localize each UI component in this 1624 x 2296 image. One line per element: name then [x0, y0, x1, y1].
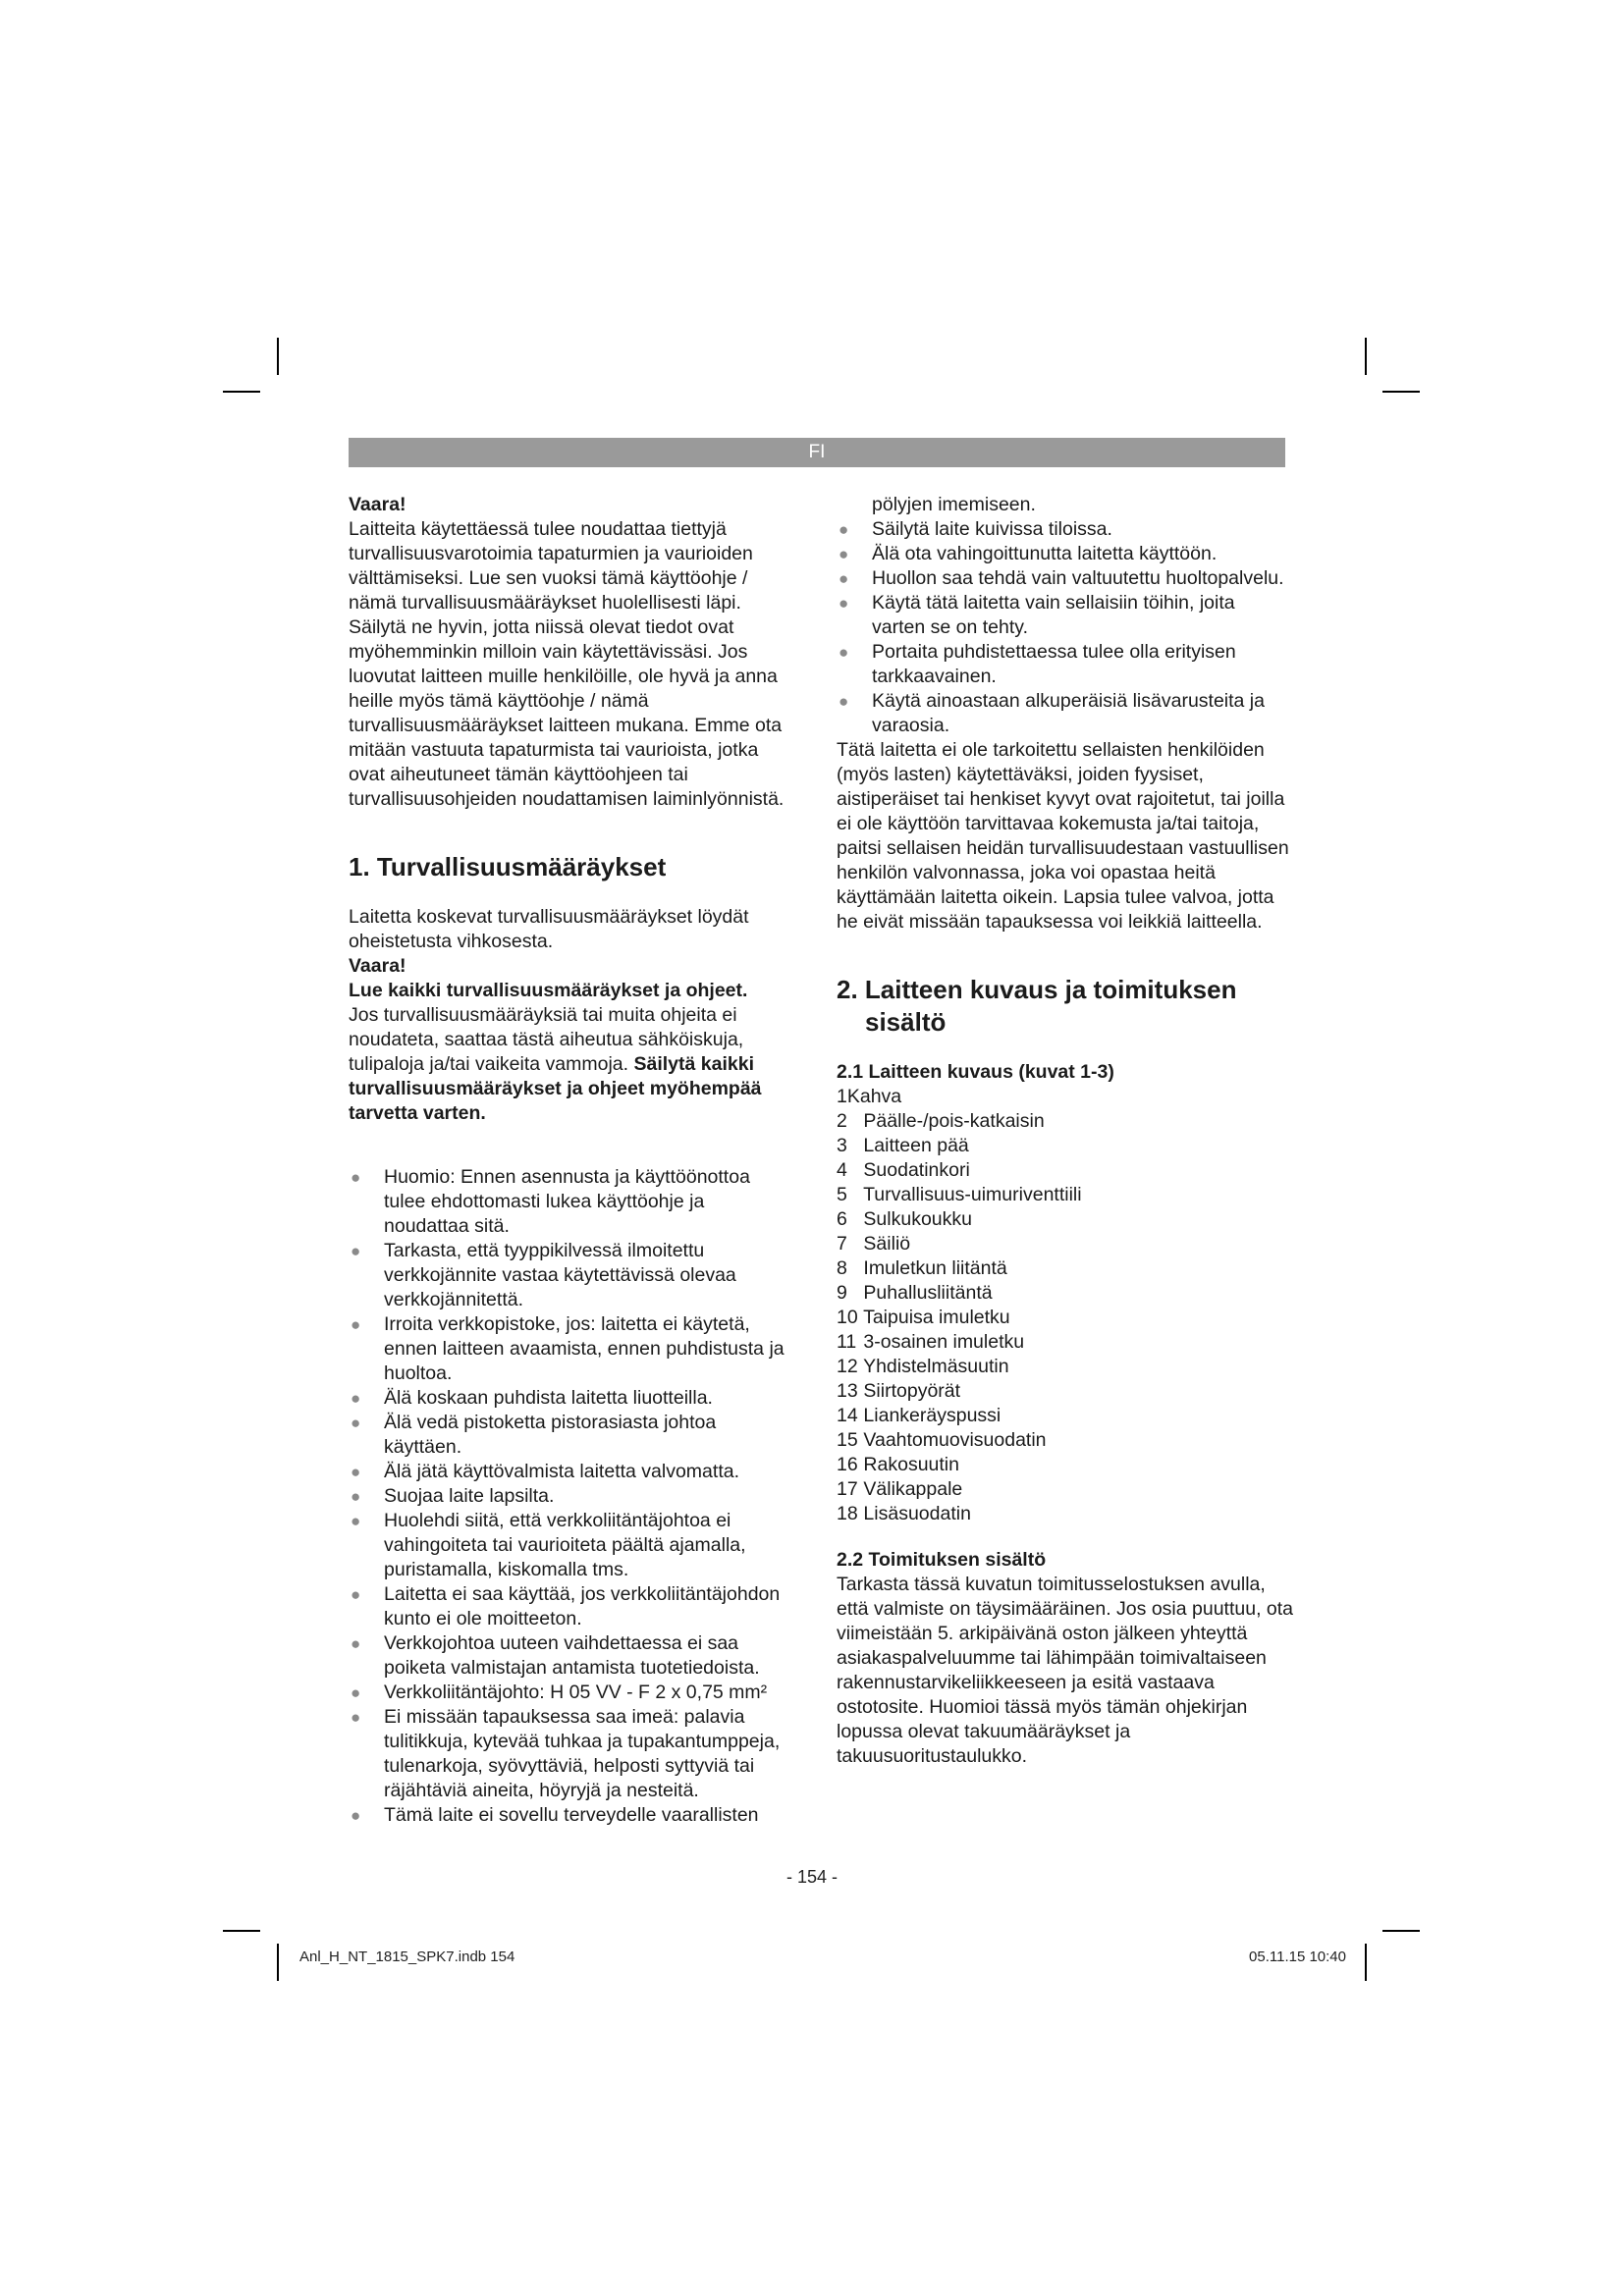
- bullet-icon: ●: [839, 569, 849, 588]
- bullet-icon: ●: [351, 1168, 361, 1187]
- bullet-icon: ●: [351, 1708, 361, 1727]
- list-item: ● Suojaa laite lapsilta.: [351, 1485, 555, 1507]
- list-item: 3 Laitteen pää: [837, 1135, 969, 1156]
- delivery-contents-paragraph: Tarkasta tässä kuvatun toimitusselostuksen avulla, että valmiste on täysimääräinen. Jos osia puuttuu, ota viimeistään 5. arkipäivänä oston jälkeen yhteyttä asiakaspalveluumme tai lähimpään toimivaltaiseen rakennustarvikeliikkeeseen ja esitä vastaava ostotosite. Huomioi tässä myös tämän ohjekirjan lopussa olevat takuumääräykset ja takuusuoritustaulukko.: [837, 1574, 1294, 1767]
- list-item: ● Käytä tätä laitetta vain sellaisiin töihin, joita varten se on tehty.: [839, 592, 1235, 638]
- section-1-title: 1. Turvallisuusmääräykset: [349, 852, 667, 881]
- bullet-icon: ●: [351, 1634, 361, 1653]
- list-item: 15 Vaahtomuovisuodatin: [837, 1429, 1047, 1451]
- list-item: ● Verkkojohtoa uuteen vaihdettaessa ei saa poiketa valmistajan antamista tuotetiedoista.: [351, 1632, 760, 1679]
- bullet-icon: ●: [839, 594, 849, 613]
- bullet-icon: ●: [351, 1512, 361, 1530]
- print-date-time: 05.11.15 10:40: [1249, 1949, 1346, 1965]
- list-item: 5 Turvallisuus-uimuriventtiili: [837, 1184, 1082, 1205]
- section-1-text: Jos turvallisuusmääräyksiä tai muita ohjeita ei noudateta, saattaa tästä aiheutua sähköiskuja, tulipaloja ja/tai vaikeita vammoja.: [349, 1004, 744, 1075]
- bullet-icon: ●: [839, 545, 849, 563]
- crop-mark: [223, 1930, 260, 1932]
- section-2-title: 2. Laitteen kuvaus ja toimituksen sisältö: [837, 975, 1237, 1037]
- bullet-icon: ●: [839, 692, 849, 711]
- warning-paragraph: Laitteita käytettäessä tulee noudattaa tiettyjä turvallisuusvarotoimia tapaturmien ja vaurioiden välttämiseksi. Lue sen vuoksi tämä käyttöohje / nämä turvallisuusmääräykset huolellisesti läpi. Säilytä ne hyvin, jotta niissä olevat tiedot ovat myöhemminkin milloin vain käytettävissäsi. Jos luovutat laitteen muille henkilöille, ole hyvä ja anna heille myös tämä käyttöohje / nämä turvallisuusmääräykset laitteen mukana. Emme ota mitään vastuuta tapaturmista tai vaurioista, jotka ovat aiheutuneet tämän käyttöohjeen tai turvallisuusohjeiden noudattamisen laiminlyönnistä.: [349, 518, 785, 810]
- bullet-icon: ●: [351, 1242, 361, 1260]
- bullet-icon: ●: [839, 520, 849, 539]
- list-item: ● Ei missään tapauksessa saa imeä: palavia tulitikkuja, kytevää tuhkaa ja tupakantumppeja, tulenarkoja, syövyttäviä, helposti syttyviä tai räjähtäviä aineita, höyryjä ja nesteitä.: [351, 1706, 781, 1801]
- bullet-continuation: pölyjen imemiseen.: [872, 494, 1036, 515]
- bullet-icon: ●: [351, 1315, 361, 1334]
- list-item: ● Käytä ainoastaan alkuperäisiä lisävarusteita ja varaosia.: [839, 690, 1265, 736]
- left-column: [349, 493, 790, 1828]
- list-item: 4 Suodatinkori: [837, 1159, 970, 1181]
- bullet-icon: ●: [351, 1806, 361, 1825]
- bullet-icon: ●: [839, 643, 849, 662]
- crop-mark: [277, 1944, 279, 1981]
- section-1-paragraph: [349, 1003, 790, 1126]
- list-item: 16 Rakosuutin: [837, 1454, 959, 1475]
- bullet-icon: ●: [351, 1414, 361, 1432]
- warning-heading: Vaara!: [349, 494, 406, 515]
- list-item: 13 Siirtopyörät: [837, 1380, 961, 1402]
- list-item: 8 Imuletkun liitäntä: [837, 1257, 1007, 1279]
- bullet-icon: ●: [351, 1585, 361, 1604]
- list-item: ● Säilytä laite kuivissa tiloissa.: [839, 518, 1112, 540]
- list-item: ● Portaita puhdistettaessa tulee olla erityisen tarkkaavainen.: [839, 641, 1236, 687]
- crop-mark: [1365, 1944, 1367, 1981]
- list-item: ● Älä vedä pistoketta pistorasiasta johtoa käyttäen.: [351, 1412, 717, 1458]
- crop-mark: [1382, 391, 1420, 393]
- list-item: 11 3-osainen imuletku: [837, 1331, 1025, 1353]
- subsection-2-1-title: 2.1 Laitteen kuvaus (kuvat 1-3): [837, 1061, 1114, 1083]
- safety-bullet-list-continued: [837, 517, 1293, 738]
- section-1-bold-end: Säilytä kaikki turvallisuusmääräykset ja ohjeet myöhempää tarvetta varten.: [349, 1053, 762, 1124]
- list-item: ● Huolehdi siitä, että verkkoliitäntäjohtoa ei vahingoiteta tai vaurioiteta päältä ajamalla, puristamalla, kiskomalla tms.: [351, 1510, 746, 1580]
- bullet-icon: ●: [351, 1463, 361, 1481]
- crop-mark: [223, 391, 260, 393]
- crop-mark: [277, 338, 279, 375]
- list-item: ● Huollon saa tehdä vain valtuutettu huoltopalvelu.: [839, 567, 1284, 589]
- list-item: 1Kahva: [837, 1086, 902, 1107]
- subsection-2-2-title: 2.2 Toimituksen sisältö: [837, 1549, 1047, 1571]
- list-item: 10 Taipuisa imuletku: [837, 1307, 1010, 1328]
- page-number: - 154 -: [785, 1867, 839, 1887]
- list-item: ● Älä koskaan puhdista laitetta liuotteilla.: [351, 1387, 713, 1409]
- list-item: 2 Päälle-/pois-katkaisin: [837, 1110, 1045, 1132]
- bullet-icon: ●: [351, 1683, 361, 1702]
- list-item: ● Tarkasta, että tyyppikilvessä ilmoitettu verkkojännite vastaa käytettävissä olevaa verkkojännitettä.: [351, 1240, 736, 1310]
- crop-mark: [1365, 338, 1367, 375]
- bullet-icon: ●: [351, 1487, 361, 1506]
- list-item: 6 Sulkukoukku: [837, 1208, 972, 1230]
- parts-list: [837, 1085, 1293, 1526]
- list-item: ● Älä ota vahingoittunutta laitetta käyttöön.: [839, 543, 1218, 564]
- list-item: 9 Puhallusliitäntä: [837, 1282, 993, 1304]
- section-1-intro: Laitetta koskevat turvallisuusmääräykset löydät oheistetusta vihkosesta.: [349, 906, 749, 952]
- list-item: ● Tämä laite ei sovellu terveydelle vaarallisten: [351, 1804, 759, 1826]
- list-item: 18 Lisäsuodatin: [837, 1503, 971, 1524]
- list-item: ● Verkkoliitäntäjohto: H 05 VV - F 2 x 0,75 mm²: [351, 1682, 768, 1703]
- list-item: 12 Yhdistelmäsuutin: [837, 1356, 1009, 1377]
- usage-restriction-paragraph: Tätä laitetta ei ole tarkoitettu sellaisten henkilöiden (myös lasten) käytettäväksi, joiden fyysiset, aistiperäiset tai henkiset kyvyt ovat rajoitetut, tai joilla ei ole käyttöön tarvittavaa kokemusta ja/tai taitoja, paitsi sellaisen heidän turvallisuudestaan vastuullisen henkilön valvonnassa, joka voi opastaa heitä käyttämään laitetta oikein. Lapsia tulee valvoa, jotta he eivät missään tapauksessa voi leikkiä laitteella.: [837, 739, 1289, 933]
- list-item: 17 Välikappale: [837, 1478, 963, 1500]
- crop-mark: [1382, 1930, 1420, 1932]
- bullet-icon: ●: [351, 1389, 361, 1408]
- print-file-name: Anl_H_NT_1815_SPK7.indb 154: [299, 1949, 515, 1965]
- section-1-bold-instruction: Lue kaikki turvallisuusmääräykset ja ohjeet.: [349, 980, 748, 1001]
- list-item: ● Laitetta ei saa käyttää, jos verkkoliitäntäjohdon kunto ei ole moitteeton.: [351, 1583, 781, 1629]
- list-item: 14 Liankeräyspussi: [837, 1405, 1001, 1426]
- list-item: ● Huomio: Ennen asennusta ja käyttöönottoa tulee ehdottomasti lukea käyttöohje ja noudattaa sitä.: [351, 1166, 750, 1237]
- list-item: ● Irroita verkkopistoke, jos: laitetta ei käytetä, ennen laitteen avaamista, ennen puhdistusta ja huoltoa.: [351, 1313, 785, 1384]
- right-column: [837, 493, 1293, 1769]
- language-header-bar: FI: [349, 438, 1285, 467]
- safety-bullet-list: [349, 1165, 790, 1828]
- list-item: ● Älä jätä käyttövalmista laitetta valvomatta.: [351, 1461, 739, 1482]
- list-item: 7 Säiliö: [837, 1233, 911, 1255]
- section-1-warning: Vaara!: [349, 955, 406, 977]
